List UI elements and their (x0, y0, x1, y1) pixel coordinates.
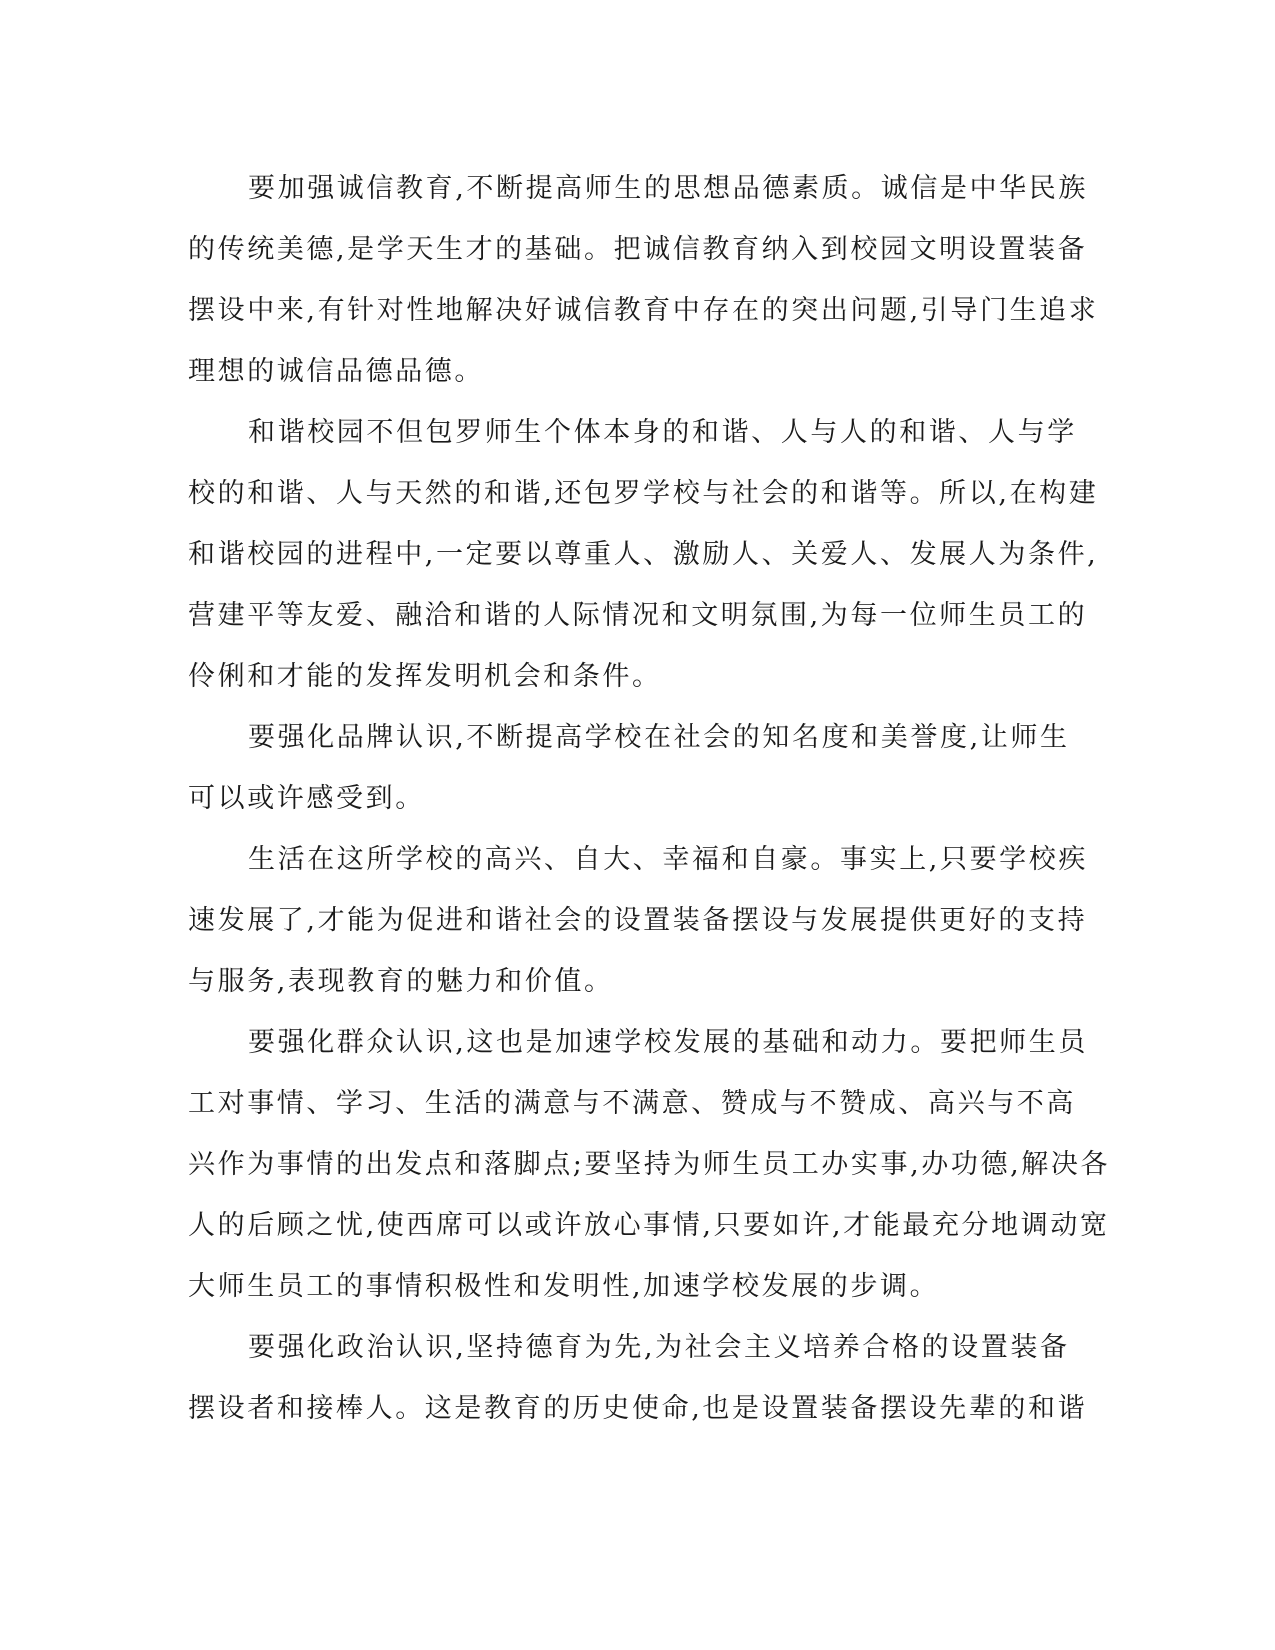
document-body (188, 158, 1111, 1439)
text-line: 的传统美德,是学天生才的基础。把诚信教育纳入到校园文明设置装备 (188, 234, 1088, 265)
text-line: 大师生员工的事情积极性和发明性,加速学校发展的步调。 (188, 1271, 940, 1302)
text-line: 兴作为事情的出发点和落脚点;要坚持为师生员工办实事,办功德,解决各 (188, 1149, 1111, 1180)
text-line: 可以或许感受到。 (188, 783, 425, 814)
text-line: 生活在这所学校的高兴、自大、幸福和自豪。事实上,只要学校疾 (248, 844, 1088, 875)
text-line: 理想的诚信品德品德。 (188, 356, 484, 387)
paragraph-integrity-education (188, 158, 1099, 402)
paragraph-political-awareness (188, 1317, 1088, 1439)
paragraph-mass-awareness (188, 1012, 1111, 1317)
text-line: 营建平等友爱、融洽和谐的人际情况和文明氛围,为每一位师生员工的 (188, 600, 1088, 631)
text-line: 要强化政治认识,坚持德育为先,为社会主义培养合格的设置装备 (248, 1332, 1070, 1363)
text-line: 伶俐和才能的发挥发明机会和条件。 (188, 661, 662, 692)
paragraph-brand-awareness (188, 707, 1070, 829)
paragraph-school-life (188, 829, 1088, 1012)
text-line: 工对事情、学习、生活的满意与不满意、赞成与不赞成、高兴与不高 (188, 1088, 1076, 1119)
text-line: 摆设中来,有针对性地解决好诚信教育中存在的突出问题,引导门生追求 (188, 295, 1099, 326)
text-line: 要强化群众认识,这也是加速学校发展的基础和动力。要把师生员 (248, 1027, 1088, 1058)
text-line: 要强化品牌认识,不断提高学校在社会的知名度和美誉度,让师生 (248, 722, 1070, 753)
text-line: 要加强诚信教育,不断提高师生的思想品德素质。诚信是中华民族 (248, 173, 1088, 204)
text-line: 校的和谐、人与天然的和谐,还包罗学校与社会的和谐等。所以,在构建 (188, 478, 1099, 509)
text-line: 摆设者和接棒人。这是教育的历史使命,也是设置装备摆设先辈的和谐 (188, 1393, 1088, 1424)
text-line: 和谐校园的进程中,一定要以尊重人、激励人、关爱人、发展人为条件, (188, 539, 1099, 570)
text-line: 与服务,表现教育的魅力和价值。 (188, 966, 614, 997)
text-line: 人的后顾之忧,使西席可以或许放心事情,只要如许,才能最充分地调动宽 (188, 1210, 1110, 1241)
text-line: 和谐校园不但包罗师生个体本身的和谐、人与人的和谐、人与学 (248, 417, 1077, 448)
paragraph-harmonious-campus (188, 402, 1099, 707)
text-line: 速发展了,才能为促进和谐社会的设置装备摆设与发展提供更好的支持 (188, 905, 1088, 936)
